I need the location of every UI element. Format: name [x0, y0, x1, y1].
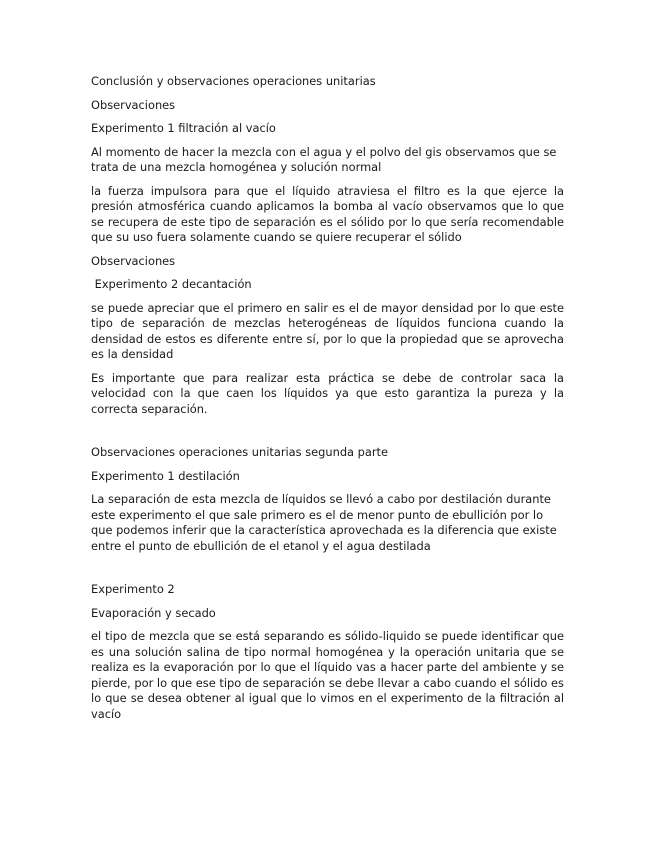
part2-experiment1-title: Experimento 1 destilación	[91, 468, 240, 483]
document-title: Conclusión y observaciones operaciones unitarias	[91, 74, 376, 88]
section2-experiment-title: Experimento 2 decantación	[91, 277, 252, 291]
part2-experiment2-subtitle: Evaporación y secado	[91, 605, 216, 620]
part2-heading: Observaciones operaciones unitarias segunda parte	[91, 445, 389, 459]
section2-paragraph-2: Es importante que para realizar esta práctica se debe de controlar saca la velocidad con la que caen los líquidos ya que esto garantiza la pureza y la correcta separación.	[91, 370, 564, 416]
document-page	[91, 74, 564, 730]
section1-paragraph-1: Al momento de hacer la mezcla con el agua y el polvo del gis observamos que se trata de una mezcla homogénea y solución normal	[91, 144, 557, 174]
section1-paragraph-2: la fuerza impulsora para que el líquido atraviesa el filtro es la que ejerce la presión atmosférica cuando aplicamos la bomba al vacío observamos que lo que se recupera de este tipo de separación es el sólido por lo que sería recomendable que su uso fuera solamente cuando se quiere recuperar el sólido	[91, 183, 564, 244]
section1-experiment-title: Experimento 1 filtración al vacío	[91, 121, 276, 135]
section1-heading: Observaciones	[91, 97, 176, 112]
part2-experiment2-paragraph: el tipo de mezcla que se está separando es sólido-liquido se puede identificar que es una solución salina de tipo normal homogénea y la operación unitaria que se realiza es la evaporación por lo que el líquido vas a hacer parte del ambiente y se pierde, por lo que ese tipo de separación se debe llevar a cabo cuando el sólido es lo que se desea obtener al igual que lo vimos en el experimento de la filtración al vacío	[91, 629, 564, 721]
part2-experiment1-paragraph: La separación de esta mezcla de líquidos se llevó a cabo por destilación durante este experimento el que sale primero es el de menor punto de ebullición por lo que podemos inferir que la característica aprovechada es la diferencia que existe entre el punto de ebullición de el etanol y el agua destilada	[91, 492, 557, 553]
section2-heading: Observaciones	[91, 253, 176, 268]
part2-experiment2-title: Experimento 2	[91, 582, 175, 596]
section2-paragraph-1: se puede apreciar que el primero en salir es el de mayor densidad por lo que este tipo de separación de mezclas heterogéneas de líquidos funciona cuando la densidad de estos es diferente entre sí, por lo que la propiedad que se aprovecha es la densidad	[91, 300, 564, 361]
